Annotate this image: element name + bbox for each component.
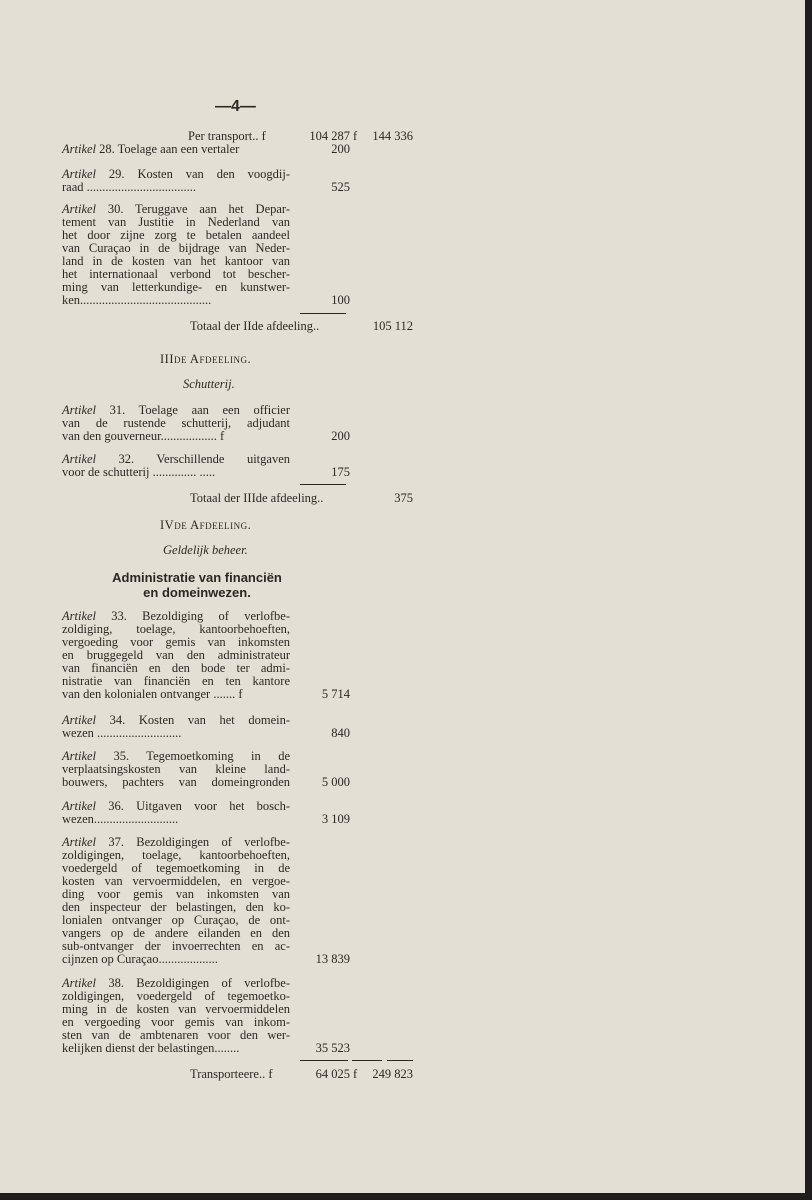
section-3-subtitle: Schutterij. <box>183 377 235 391</box>
article-38-amount: 35 523 <box>315 1041 350 1055</box>
article-32-line-1: Artikel 32. Verschillende uitgaven <box>62 452 290 466</box>
article-34-amount: 840 <box>331 726 350 740</box>
carry-currency-f: f <box>353 129 358 143</box>
article-30-line-3: het door zijne zorg te betalen aandeel <box>62 228 290 242</box>
article-30-line-1: Artikel 30. Teruggave aan het Depar- <box>62 202 290 216</box>
article-38-line-2: zoldigingen, voedergeld of tegemoetko- <box>62 989 290 1003</box>
article-32-line-2: voor de schutterij .............. ..... <box>62 465 216 479</box>
article-31-line-2: van de rustende schutterij, adjudant <box>62 416 290 430</box>
article-34-line-2: wezen ........................... <box>62 727 182 740</box>
article-35-line-3: bouwers, pachters van domeingronden <box>62 775 290 789</box>
article-30-line-4: van Curaçao in de bijdrage van Neder- <box>62 241 290 255</box>
article-35-amount: 5 000 <box>321 775 350 789</box>
total-section-2-label: Totaal der IIde afdeeling.. <box>190 319 320 333</box>
article-label: Artikel <box>62 749 97 763</box>
article-33-line-6: nistratie van financiën en ten kantore <box>62 674 290 688</box>
section-4-subtitle: Geldelijk beheer. <box>163 543 248 557</box>
article-label: Artikel <box>62 403 97 417</box>
transport-amount-col1: 64 025 <box>315 1067 350 1081</box>
transport-label: Transporteere.. f <box>190 1067 273 1081</box>
article-label: Artikel <box>62 452 97 466</box>
article-30-amount: 100 <box>331 293 350 307</box>
article-36-line-2: wezen........................... <box>62 813 179 826</box>
article-29-line-2: raad ................................... <box>62 181 197 194</box>
footer-rule-col2b <box>387 1060 413 1061</box>
total-section-3-label: Totaal der IIIde afdeeling.. <box>190 491 324 505</box>
transport-currency-f: f <box>353 1067 358 1081</box>
article-30-line-7: ming van letterkundige- en kunstwer- <box>62 280 290 294</box>
article-37-amount: 13 839 <box>315 952 350 966</box>
article-33-line-4: en bruggegeld van den administrateur <box>62 648 290 662</box>
article-36-line-1: Artikel 36. Uitgaven voor het bosch- <box>62 799 291 813</box>
article-37-line-4: kosten van vervoermiddelen, en vergoe- <box>62 874 290 888</box>
article-33-line-7: van den kolonialen ontvanger ....... f <box>62 687 243 701</box>
article-37-line-1: Artikel 37. Bezoldigingen of verlofbe- <box>62 835 290 849</box>
article-29-amount: 525 <box>331 180 350 194</box>
article-33-amount: 5 714 <box>321 687 350 701</box>
section-3-title: IIIde Afdeeling. <box>160 352 252 366</box>
page-number: —4— <box>215 98 256 115</box>
article-29-line-1: Artikel 29. Kosten van den voogdij- <box>62 167 291 181</box>
article-37-line-8: vangers op de andere eilanden en den <box>62 926 290 940</box>
article-31-line-1: Artikel 31. Toelage aan een officier <box>62 403 290 417</box>
article-label: Artikel <box>62 976 97 990</box>
article-label: Artikel <box>62 202 97 216</box>
article-33-line-3: vergoeding voor gemis van inkomsten <box>62 635 290 649</box>
article-label: Artikel <box>62 713 97 727</box>
carry-amount-col1: 104 287 <box>309 129 350 143</box>
article-text: 28. Toelage aan een vertaler <box>99 142 240 156</box>
article-35-line-2: verplaatsingskosten van kleine land- <box>62 762 290 776</box>
article-32-amount: 175 <box>331 465 350 479</box>
article-37-line-7: lonialen ontvanger op Curaçao, de ont- <box>62 913 290 927</box>
article-label: Artikel <box>62 799 97 813</box>
section-4-heading-line-1: Administratie van financiën <box>112 570 282 585</box>
article-35-line-1: Artikel 35. Tegemoetkoming in de <box>62 749 291 763</box>
article-37-line-6: den inspecteur der belastingen, den ko- <box>62 900 290 914</box>
footer-rule-col2a <box>352 1060 382 1061</box>
article-30-line-5: land in de kosten van het kantoor van <box>62 254 290 268</box>
article-33-line-5: van financiën en den bode ter admi- <box>62 661 290 675</box>
carry-amount-col2: 144 336 <box>372 129 413 143</box>
article-31-amount: 200 <box>331 429 350 443</box>
article-38-line-4: en vergoeding voor gemis van inkom- <box>62 1015 290 1029</box>
footer-rule-col1 <box>300 1060 348 1061</box>
subtotal-rule <box>300 313 346 314</box>
section-4-heading-line-2: en domeinwezen. <box>143 585 251 600</box>
article-30-line-6: het internationaal verbond tot bescher- <box>62 267 290 281</box>
subtotal-rule <box>300 484 346 485</box>
section-4-title: IVde Afdeeling. <box>160 518 252 532</box>
article-30-line-2: tement van Justitie in Nederland van <box>62 215 290 229</box>
article-34-line-1: Artikel 34. Kosten van het domein- <box>62 713 290 727</box>
article-37-line-3: voedergeld of tegemoetkoming in de <box>62 861 290 875</box>
article-30-line-8: ken.......................................... <box>62 294 212 307</box>
article-33-line-2: zoldiging, toelage, kantoorbehoeften, <box>62 622 290 636</box>
article-label: Artikel <box>62 167 97 181</box>
article-31-line-3: van den gouverneur.................. f <box>62 429 225 443</box>
article-36-amount: 3 109 <box>321 812 350 826</box>
article-label: Artikel <box>62 609 97 623</box>
article-33-line-1: Artikel 33. Bezoldiging of verlofbe- <box>62 609 291 623</box>
article-28 <box>62 143 239 156</box>
article-38-line-3: ming in de kosten van vervoermiddelen <box>62 1002 290 1016</box>
article-37-line-9: sub-ontvanger der invoerrechten en ac- <box>62 939 290 953</box>
article-37-line-2: zoldigingen, toelage, kantoorbehoeften, <box>62 848 290 862</box>
article-38-line-6: kelijken dienst der belastingen........ <box>62 1042 240 1055</box>
article-38-line-5: sten van de ambtenaren voor den wer- <box>62 1028 290 1042</box>
article-38-line-1: Artikel 38. Bezoldigingen of verlofbe- <box>62 976 290 990</box>
total-section-2-amount: 105 112 <box>372 319 413 333</box>
article-label: Artikel <box>62 835 97 849</box>
article-37-line-10: cijnzen op Curaçao................... <box>62 953 218 966</box>
article-37-line-5: ding voor gemis van inkomsten van <box>62 887 290 901</box>
transport-amount-col2: 249 823 <box>372 1067 413 1081</box>
article-28-amount: 200 <box>331 142 350 156</box>
article-label: Artikel <box>62 142 97 156</box>
carry-label: Per transport.. f <box>188 129 266 143</box>
total-section-3-amount: 375 <box>394 491 413 505</box>
